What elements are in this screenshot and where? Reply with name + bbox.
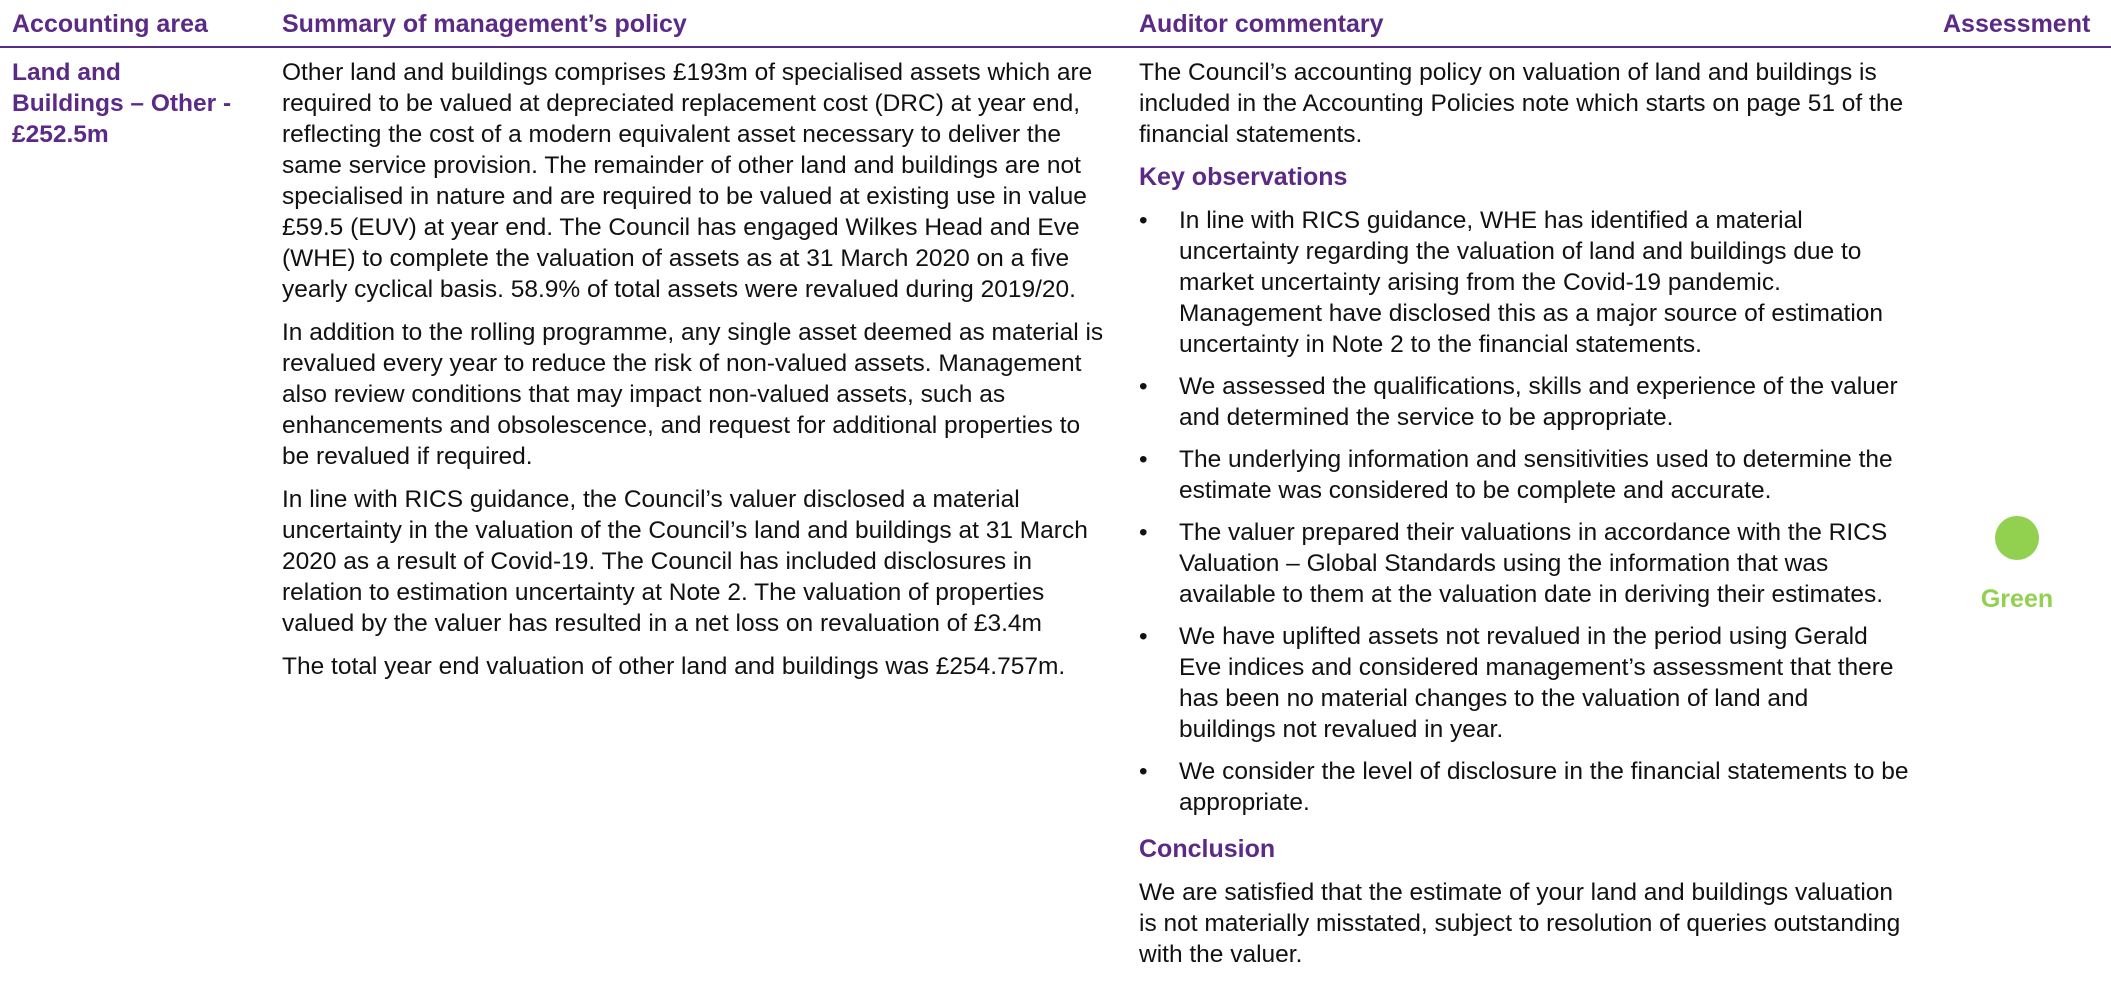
header-auditor-commentary: Auditor commentary bbox=[1139, 10, 1384, 38]
summary-paragraph: In addition to the rolling programme, any single asset deemed as material is revalued every year to reduce the risk of non-valued assets. Management also review conditions that may impact non-valued assets, such as enhancements and obsolescence, and request for additional properties to be revalued if required. bbox=[282, 319, 1104, 470]
header-divider bbox=[0, 46, 2111, 48]
management-summary-cell bbox=[282, 57, 1112, 694]
observation-text: In line with RICS guidance, WHE has identified a material uncertainty regarding the valuation of land and buildings due to market uncertainty arising from the Covid-19 pandemic. Management have disclosed this as a major source of estimation uncertainty in Note 2 to the financial statements. bbox=[1179, 207, 1884, 358]
summary-paragraph: The total year end valuation of other land and buildings was £254.757m. bbox=[282, 653, 1066, 680]
bullet-icon: • bbox=[1139, 373, 1148, 400]
conclusion-heading: Conclusion bbox=[1139, 835, 1276, 863]
summary-paragraph: Other land and buildings comprises £193m of specialised assets which are required to be valued at depreciated replacement cost (DRC) at year end, reflecting the cost of a modern equivalent asset necessary to deliver the same service provision. The remainder of other land and buildings are not specialised in nature and are required to be valued at existing use in value £59.5 (EUV) at year end. The Council has engaged Wilkes Head and Eve (WHE) to complete the valuation of assets as at 31 March 2020 on a five yearly cyclical basis. 58.9% of total assets were revalued during 2019/20. bbox=[282, 59, 1093, 303]
assessment-status-dot bbox=[1995, 516, 2039, 560]
accounting-area-cell bbox=[12, 57, 272, 150]
summary-paragraph: In line with RICS guidance, the Council’s valuer disclosed a material uncertainty in the valuation of the Council’s land and buildings at 31 March 2020 as a result of Covid-19. The Council has included disclosures in relation to estimation uncertainty at Note 2. The valuation of properties valued by the valuer has resulted in a net loss on revaluation of £3.4m bbox=[282, 486, 1088, 637]
observation-text: The valuer prepared their valuations in accordance with the RICS Valuation – Global Standards using the information that was available to them at the valuation date in deriving their estimates. bbox=[1179, 519, 1888, 608]
observation-text: We consider the level of disclosure in the financial statements to be appropriate. bbox=[1179, 758, 1909, 816]
observation-text: The underlying information and sensitivities used to determine the estimate was considered to be complete and accurate. bbox=[1179, 446, 1893, 504]
observation-text: We have uplifted assets not revalued in the period using Gerald Eve indices and considered management’s assessment that there has been no material changes to the valuation of land and buildings not revalued in year. bbox=[1179, 623, 1894, 743]
observation-item bbox=[1139, 371, 1909, 433]
key-observations-heading: Key observations bbox=[1139, 163, 1348, 191]
area-line: Buildings – Other - bbox=[12, 90, 232, 117]
conclusion-text: We are satisfied that the estimate of your land and buildings valuation is not materially misstated, subject to resolution of queries outstanding with the valuer. bbox=[1139, 879, 1901, 968]
area-line: £252.5m bbox=[12, 121, 109, 148]
observation-item bbox=[1139, 756, 1909, 818]
bullet-icon: • bbox=[1139, 623, 1148, 650]
assessment-status-label: Green bbox=[1980, 585, 2054, 613]
bullet-icon: • bbox=[1139, 519, 1148, 546]
bullet-icon: • bbox=[1139, 758, 1148, 785]
auditor-commentary-cell bbox=[1139, 57, 1909, 982]
observation-item bbox=[1139, 444, 1909, 506]
observations-list bbox=[1139, 205, 1909, 818]
bullet-icon: • bbox=[1139, 446, 1148, 473]
observation-item bbox=[1139, 621, 1909, 745]
header-assessment: Assessment bbox=[1943, 10, 2091, 38]
commentary-intro: The Council’s accounting policy on valuation of land and buildings is included in the Accounting Policies note which starts on page 51 of the financial statements. bbox=[1139, 59, 1904, 148]
bullet-icon: • bbox=[1139, 207, 1148, 234]
header-summary: Summary of management’s policy bbox=[282, 10, 687, 38]
area-line: Land and bbox=[12, 59, 121, 86]
header-accounting-area: Accounting area bbox=[12, 10, 208, 38]
observation-item bbox=[1139, 517, 1909, 610]
observation-text: We assessed the qualifications, skills and experience of the valuer and determined the service to be appropriate. bbox=[1179, 373, 1898, 431]
observation-item bbox=[1139, 205, 1909, 360]
